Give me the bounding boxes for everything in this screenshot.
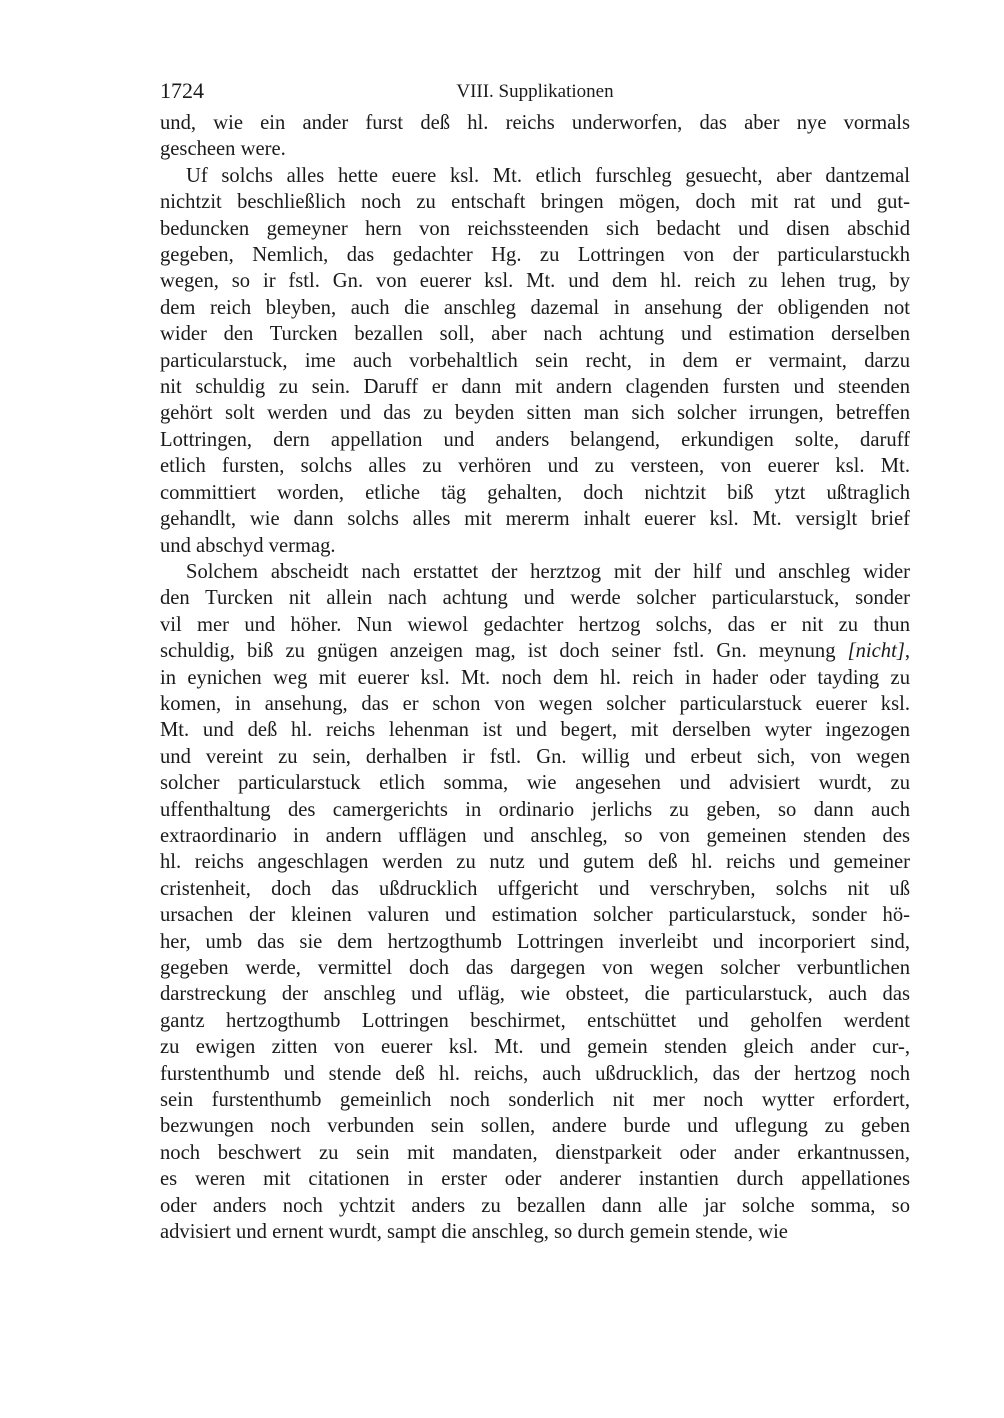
page-number: 1724 [160,78,204,103]
text-line: bezwungen noch verbunden sein sollen, andere burde und uflegung zu geben [160,1115,910,1138]
text-line: gegeben werde, vermittel doch das dargegen von wegen solcher verbuntlichen [160,957,910,979]
text-line: dem reich bleyben, auch die anschleg dazemal in ansehung der obligenden not [160,296,910,319]
text-line: nichtzit beschließlich noch zu entschaft bringen mögen, doch mit rat und gut- [160,191,910,214]
text-line: advisiert und ernent wurdt, sampt die anschleg, so durch gemein stende, wie [160,1221,788,1244]
text-line: hl. reichs angeschlagen werden zu nutz und gutem deß hl. reichs und gemeiner [160,851,910,874]
text-line: Mt. und deß hl. reichs lehenman ist und begert, mit derselben wyter ingezogen [160,719,910,742]
paragraph [160,163,910,559]
text-line: uffenthaltung des camergerichts in ordinario jerlichs zu geben, so dann auch [160,798,910,821]
text-line: in eynichen weg mit euerer ksl. Mt. noch dem hl. reich in hader oder tayding zu [160,666,910,689]
text-line: beduncken gemeyner hern von reichssteenden sich bedacht und disen abschid [160,217,910,240]
text-line: Solchem abscheidt nach erstattet der herztzog mit der hilf und anschleg wider [186,560,910,583]
text-line: ursachen der kleinen valuren und estimation solcher particularstuck, sonder hö- [160,904,910,927]
page-header [160,76,910,110]
text-line: extraordinario in andern ufflägen und anschleg, so von gemeinen stenden des [160,824,910,847]
text-line: nit schuldig zu sein. Daruff er dann mit andern clagenden fursten und steenden [160,376,910,399]
text-line: und abschyd vermag. [160,534,336,557]
text-line: solcher particularstuck etlich somma, wie angesehen und advisiert wurdt, zu [160,772,910,795]
text-line: gehört solt werden und das zu beyden sitten man sich solcher irrungen, betreffen [160,402,910,425]
document-page [160,76,910,1245]
text-line: noch beschwert zu sein mit mandaten, dienstparkeit oder ander erkantnussen, [160,1141,910,1164]
text-line: vil mer und höher. Nun wiewol gedachter hertzog solchs, das er nit zu thun [160,613,910,636]
running-head: VIII. Supplikationen [456,81,614,102]
text-line: her, umb das sie dem hertzogthumb Lottringen inverleibt und incorporiert sind, [160,930,910,953]
text-line: wider den Turcken bezallen soll, aber nach achtung und estimation derselben [160,323,910,346]
paragraph [160,559,910,1246]
text-line: Uf solchs alles hette euere ksl. Mt. etlich furschleg gesuecht, aber dantzemal [186,164,910,187]
text-line: und, wie ein ander furst deß hl. reichs underworfen, das aber nye vormals [160,112,910,134]
text-line: cristenheit, doch das ußdrucklich uffgericht und verschryben, solchs nit uß [160,877,910,900]
paragraph [160,110,910,163]
text-line: sein furstenthumb gemeinlich noch sonderlich nit mer noch wytter erfordert, [160,1089,910,1112]
text-line: gescheen were. [160,138,286,161]
text-line: zu ewigen zitten von euerer ksl. Mt. und gemein stenden gleich ander cur-, [160,1036,910,1059]
text-line: committiert worden, etliche täg gehalten, doch nichtzit biß ytzt ußtraglich [160,481,910,504]
body-text [160,110,910,1245]
text-line: wegen, so ir fstl. Gn. von euerer ksl. Mt. und dem hl. reich zu lehen trug, by [160,270,910,293]
text-line: komen, in ansehung, das er schon von wegen solcher particularstuck euerer ksl. [160,692,910,715]
text-line: und vereint zu sein, derhalben ir fstl. Gn. willig und erbeut sich, von wegen [160,745,910,768]
text-line: gegeben, Nemlich, das gedachter Hg. zu Lottringen von der particularstuckh [160,244,910,267]
text-line: Lottringen, dern appellation und anders belangend, erkundigen solte, daruff [160,428,910,451]
text-line: gehandlt, wie dann solchs alles mit mererm inhalt euerer ksl. Mt. versiglt brief [160,508,910,531]
text-line: oder anders noch ychtzit anders zu bezallen dann alle jar solche somma, so [160,1194,910,1217]
text-line: darstreckung der anschleg und ufläg, wie obsteet, die particularstuck, auch das [160,983,910,1006]
text-line: etlich fursten, solchs alles zu verhören und zu versteen, von euerer ksl. Mt. [160,455,910,478]
text-line: gantz hertzogthumb Lottringen beschirmet, entschüttet und geholfen werdent [160,1009,910,1032]
text-line: furstenthumb und stende deß hl. reichs, auch ußdrucklich, das der hertzog noch [160,1062,910,1085]
text-line: den Turcken nit allein nach achtung und werde solcher particularstuck, sonder [160,587,910,610]
text-line: es weren mit citationen in erster oder anderer instantien durch appellationes [160,1168,910,1191]
text-line: particularstuck, ime auch vorbehaltlich sein recht, in dem er vermaint, darzu [160,349,910,372]
editorial-insertion: [nicht] [847,640,905,663]
text-line: schuldig, biß zu gnügen anzeigen mag, ist doch seiner fstl. Gn. meynung [nicht], [160,640,910,663]
